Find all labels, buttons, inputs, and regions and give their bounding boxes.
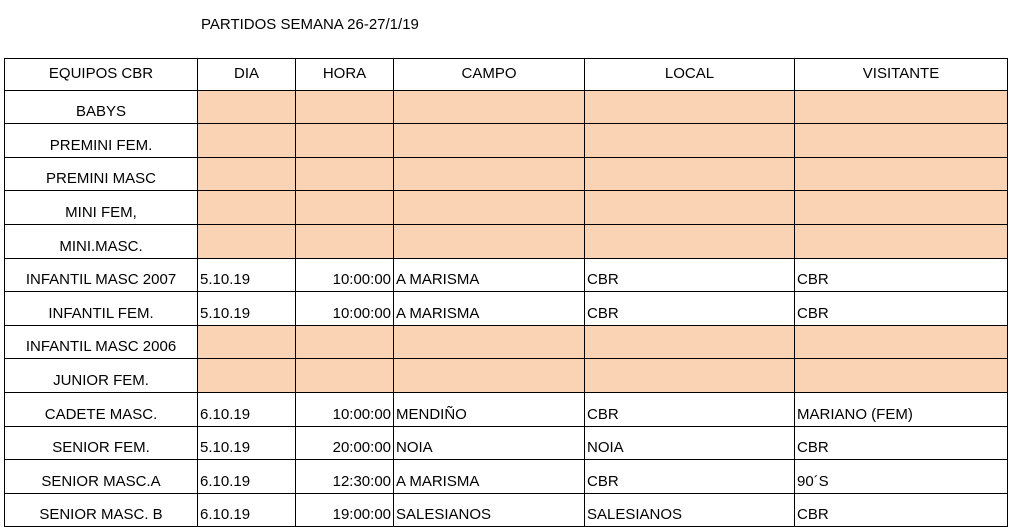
team-cell: MINI FEM, bbox=[5, 191, 198, 225]
header-equipos: EQUIPOS CBR bbox=[5, 59, 198, 91]
dia-cell bbox=[198, 191, 296, 225]
dia-cell: 6.10.19 bbox=[198, 392, 296, 426]
local-cell bbox=[585, 359, 795, 393]
campo-cell: MENDIÑO bbox=[394, 392, 585, 426]
visitante-cell: CBR bbox=[795, 426, 1008, 460]
dia-cell bbox=[198, 325, 296, 359]
local-cell: NOIA bbox=[585, 426, 795, 460]
dia-cell bbox=[198, 224, 296, 258]
local-cell bbox=[585, 90, 795, 124]
team-cell: PREMINI MASC bbox=[5, 157, 198, 191]
dia-cell: 5.10.19 bbox=[198, 292, 296, 326]
hora-cell bbox=[296, 124, 394, 158]
team-cell: SENIOR FEM. bbox=[5, 426, 198, 460]
visitante-cell bbox=[795, 157, 1008, 191]
visitante-cell bbox=[795, 359, 1008, 393]
campo-cell: A MARISMA bbox=[394, 460, 585, 494]
dia-cell: 6.10.19 bbox=[198, 493, 296, 527]
campo-cell: SALESIANOS bbox=[394, 493, 585, 527]
header-visitante: VISITANTE bbox=[795, 59, 1008, 91]
team-cell: SENIOR MASC.A bbox=[5, 460, 198, 494]
dia-cell: 6.10.19 bbox=[198, 460, 296, 494]
visitante-cell: MARIANO (FEM) bbox=[795, 392, 1008, 426]
visitante-cell: CBR bbox=[795, 258, 1008, 292]
hora-cell bbox=[296, 157, 394, 191]
campo-cell: A MARISMA bbox=[394, 292, 585, 326]
hora-cell bbox=[296, 359, 394, 393]
table-row bbox=[5, 292, 1008, 326]
hora-cell: 10:00:00 bbox=[296, 292, 394, 326]
visitante-cell bbox=[795, 224, 1008, 258]
dia-cell bbox=[198, 157, 296, 191]
table-row bbox=[5, 157, 1008, 191]
table-row bbox=[5, 359, 1008, 393]
dia-cell: 5.10.19 bbox=[198, 258, 296, 292]
schedule-table bbox=[4, 58, 1008, 527]
campo-cell bbox=[394, 90, 585, 124]
team-cell: SENIOR MASC. B bbox=[5, 493, 198, 527]
table-row bbox=[5, 191, 1008, 225]
team-cell: CADETE MASC. bbox=[5, 392, 198, 426]
team-cell: INFANTIL FEM. bbox=[5, 292, 198, 326]
team-cell: MINI.MASC. bbox=[5, 224, 198, 258]
campo-cell bbox=[394, 224, 585, 258]
table-row bbox=[5, 224, 1008, 258]
team-cell: INFANTIL MASC 2007 bbox=[5, 258, 198, 292]
visitante-cell bbox=[795, 325, 1008, 359]
local-cell: CBR bbox=[585, 460, 795, 494]
hora-cell: 19:00:00 bbox=[296, 493, 394, 527]
table-row bbox=[5, 124, 1008, 158]
local-cell: SALESIANOS bbox=[585, 493, 795, 527]
visitante-cell: CBR bbox=[795, 292, 1008, 326]
header-dia: DIA bbox=[198, 59, 296, 91]
dia-cell: 5.10.19 bbox=[198, 426, 296, 460]
table-row bbox=[5, 460, 1008, 494]
team-cell: PREMINI FEM. bbox=[5, 124, 198, 158]
table-row bbox=[5, 325, 1008, 359]
visitante-cell bbox=[795, 124, 1008, 158]
visitante-cell bbox=[795, 90, 1008, 124]
campo-cell: A MARISMA bbox=[394, 258, 585, 292]
visitante-cell: CBR bbox=[795, 493, 1008, 527]
campo-cell bbox=[394, 124, 585, 158]
table-row bbox=[5, 426, 1008, 460]
page-title: PARTIDOS SEMANA 26-27/1/19 bbox=[201, 16, 419, 33]
hora-cell: 20:00:00 bbox=[296, 426, 394, 460]
dia-cell bbox=[198, 124, 296, 158]
local-cell: CBR bbox=[585, 292, 795, 326]
header-local: LOCAL bbox=[585, 59, 795, 91]
hora-cell bbox=[296, 325, 394, 359]
header-row bbox=[5, 59, 1008, 91]
campo-cell bbox=[394, 157, 585, 191]
hora-cell: 12:30:00 bbox=[296, 460, 394, 494]
campo-cell bbox=[394, 325, 585, 359]
team-cell: INFANTIL MASC 2006 bbox=[5, 325, 198, 359]
local-cell bbox=[585, 157, 795, 191]
campo-cell bbox=[394, 359, 585, 393]
team-cell: JUNIOR FEM. bbox=[5, 359, 198, 393]
table-row bbox=[5, 392, 1008, 426]
campo-cell bbox=[394, 191, 585, 225]
team-cell: BABYS bbox=[5, 90, 198, 124]
table-row bbox=[5, 493, 1008, 527]
table-row bbox=[5, 258, 1008, 292]
visitante-cell bbox=[795, 191, 1008, 225]
hora-cell bbox=[296, 224, 394, 258]
local-cell bbox=[585, 124, 795, 158]
local-cell bbox=[585, 224, 795, 258]
table-row bbox=[5, 90, 1008, 124]
hora-cell: 10:00:00 bbox=[296, 392, 394, 426]
hora-cell: 10:00:00 bbox=[296, 258, 394, 292]
header-hora: HORA bbox=[296, 59, 394, 91]
campo-cell: NOIA bbox=[394, 426, 585, 460]
hora-cell bbox=[296, 90, 394, 124]
hora-cell bbox=[296, 191, 394, 225]
dia-cell bbox=[198, 90, 296, 124]
dia-cell bbox=[198, 359, 296, 393]
local-cell: CBR bbox=[585, 392, 795, 426]
local-cell: CBR bbox=[585, 258, 795, 292]
local-cell bbox=[585, 325, 795, 359]
local-cell bbox=[585, 191, 795, 225]
header-campo: CAMPO bbox=[394, 59, 585, 91]
visitante-cell: 90´S bbox=[795, 460, 1008, 494]
